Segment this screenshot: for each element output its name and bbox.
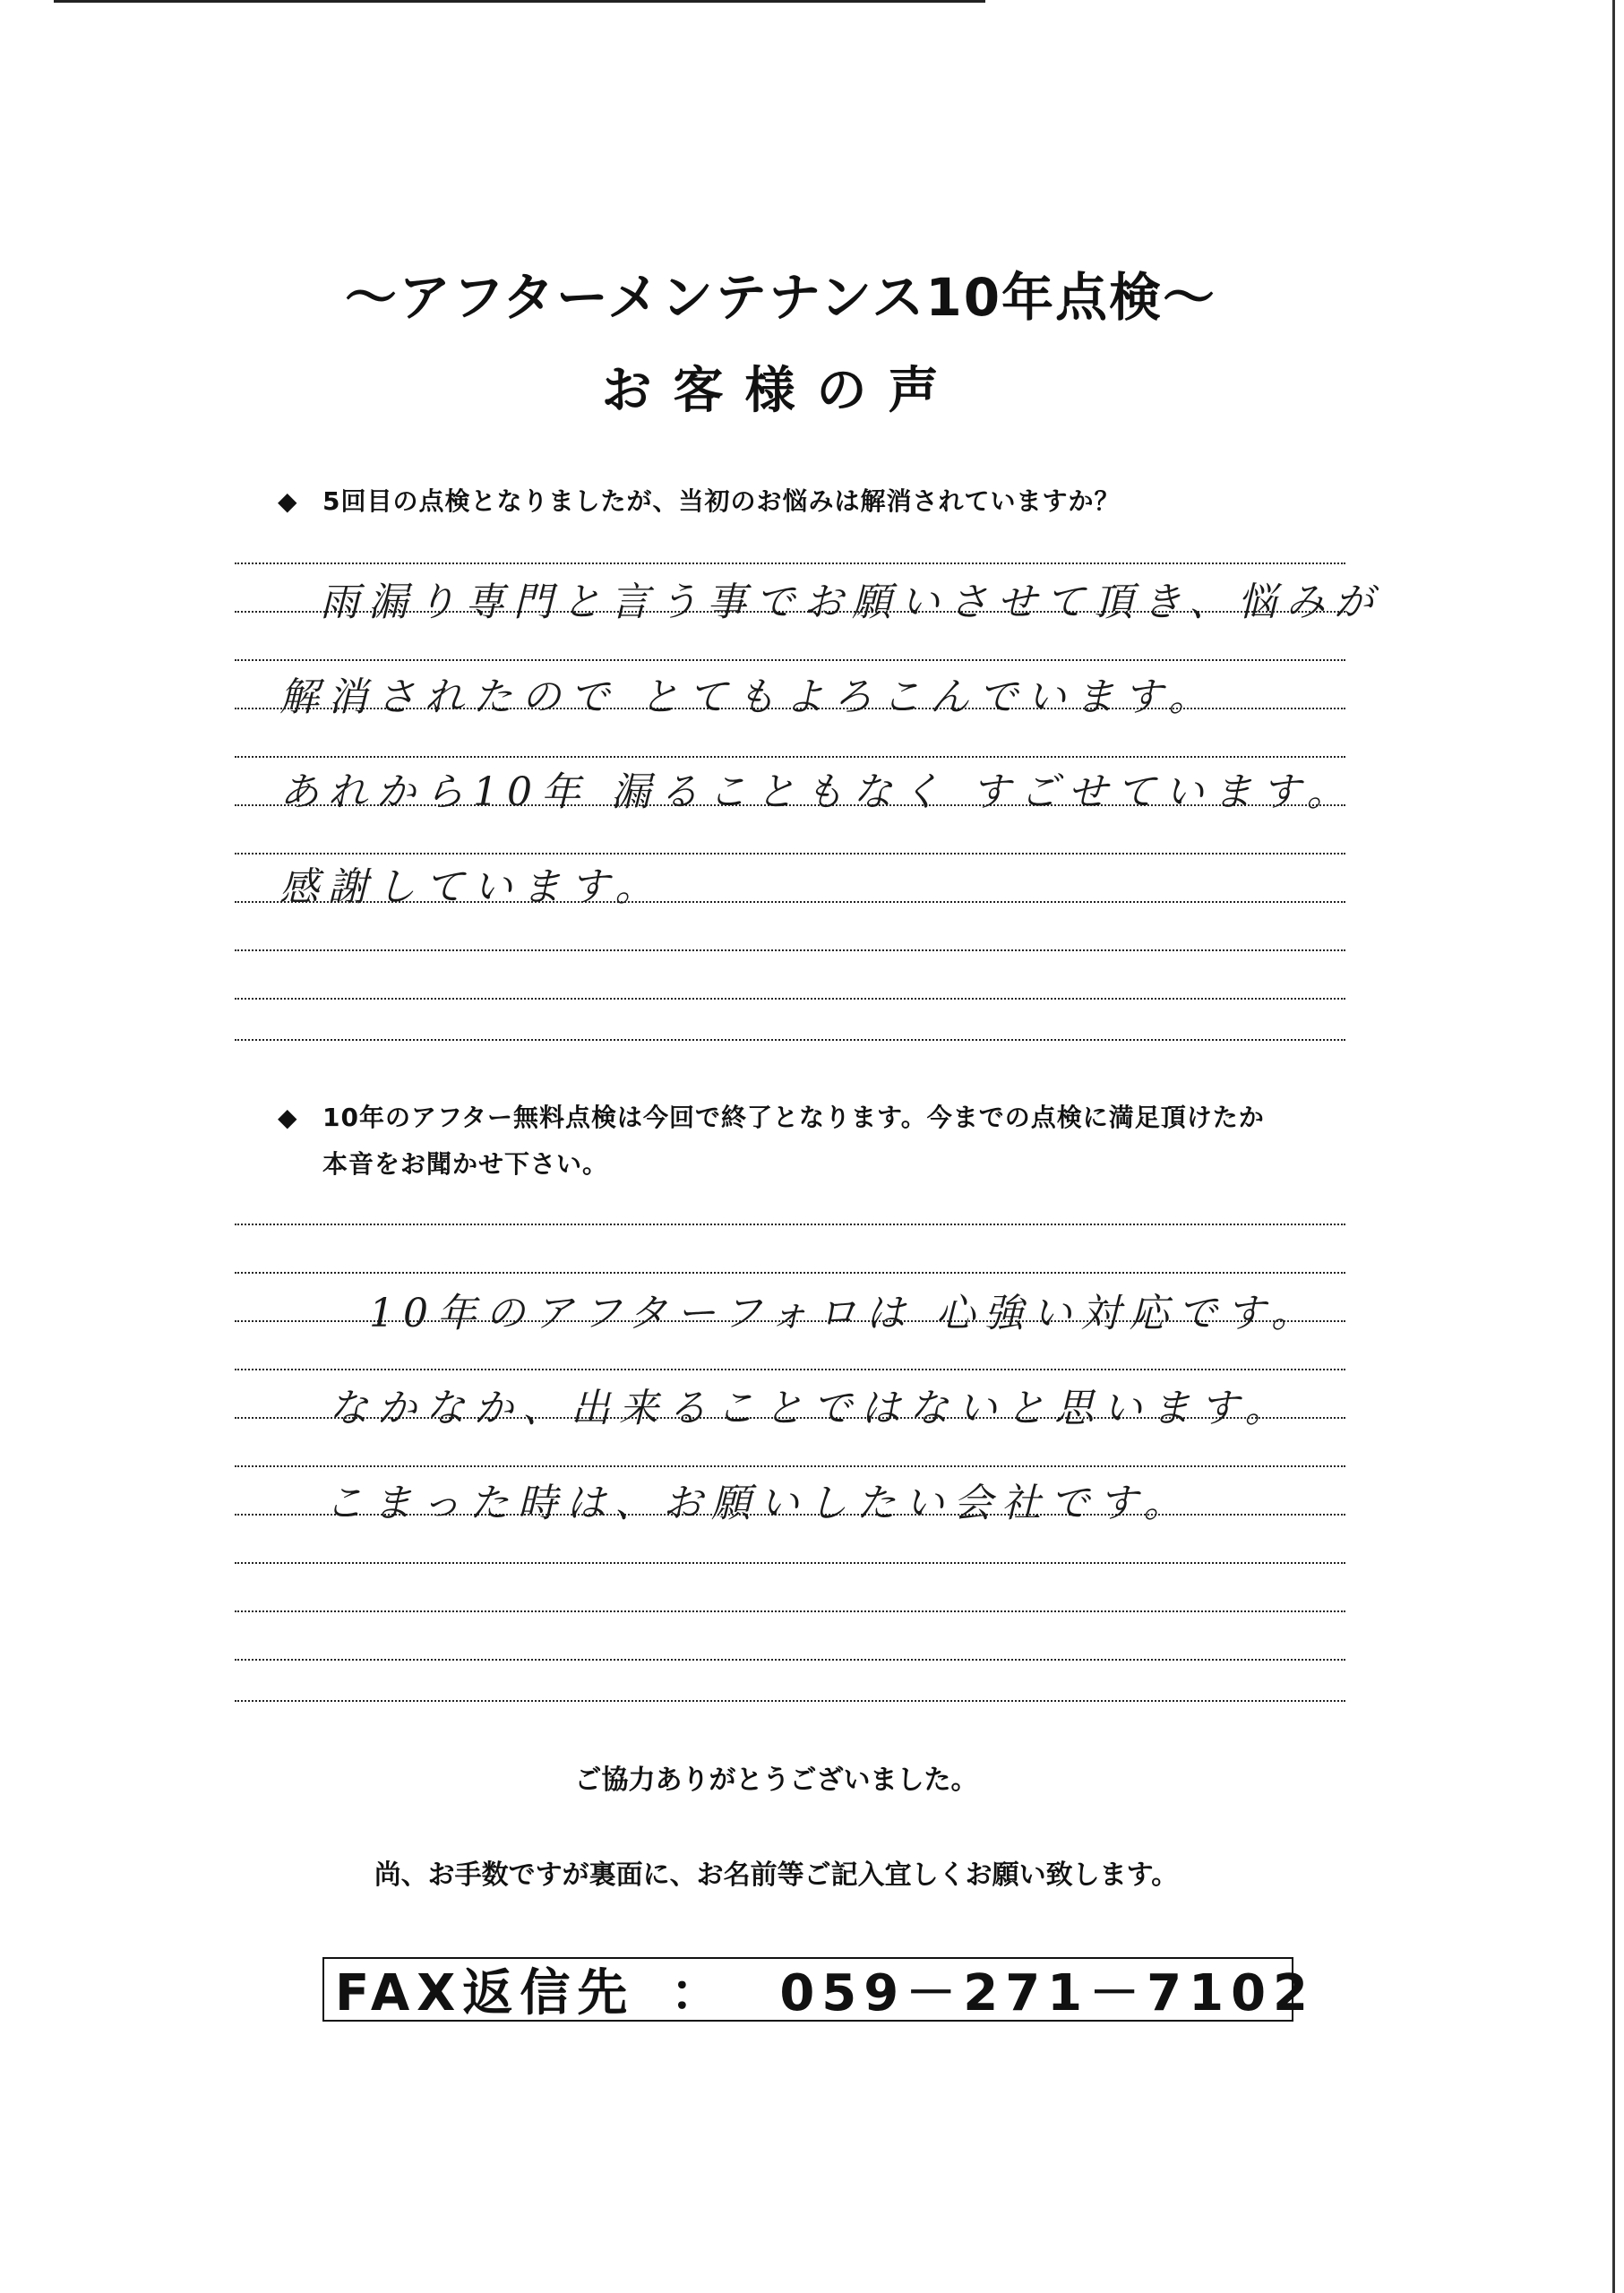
page-subtitle: お客様の声: [601, 362, 960, 420]
dotted-line: [235, 949, 1345, 951]
question-1: [278, 478, 1121, 525]
dotted-line: [235, 998, 1345, 1000]
handwritten-answer-line: こまった時は、お願いしたい会社です。: [324, 1481, 1192, 1526]
diamond-bullet-icon: ◆: [278, 486, 298, 516]
dotted-line: [235, 1272, 1345, 1274]
dotted-line: [235, 1610, 1345, 1612]
dotted-line: [235, 659, 1345, 661]
dotted-line: [235, 1700, 1345, 1702]
dotted-line: [235, 1224, 1345, 1225]
question-2-text: 10年のアフター無料点検は今回で終了となります。今までの点検に満足頂けたか: [322, 1103, 1265, 1132]
handwritten-answer-line: 雨漏り専門と言う事でお願いさせて頂き、悩みが: [320, 580, 1383, 625]
instruction-note: 尚、お手数ですが裏面に、お名前等ご記入宜しくお願い致します。: [374, 1859, 1179, 1891]
dotted-line: [235, 1039, 1345, 1041]
scan-edge-right: [1612, 0, 1615, 2293]
page-title: 〜アフターメンテナンス10年点検〜: [344, 267, 1217, 328]
handwritten-answer-line: 感謝しています。: [279, 864, 664, 910]
fax-colon: ：: [670, 1964, 728, 2022]
handwritten-answer-line: 解消されたので とてもよろこんでいます。: [279, 674, 1217, 720]
answer-2-area: [235, 1209, 1345, 1711]
handwritten-answer-line: 10年のアフターフォロは 心強い対応です。: [369, 1291, 1319, 1336]
dotted-line: [235, 1369, 1345, 1370]
dotted-line: [235, 1562, 1345, 1564]
answer-1-area: [235, 555, 1383, 1057]
handwritten-answer-line: あれから10年 漏ることもなく すごせています。: [279, 769, 1355, 815]
dotted-line: [235, 1465, 1345, 1467]
diamond-bullet-icon: ◆: [278, 1103, 298, 1132]
question-1-text: 5回目の点検となりましたが、当初のお悩みは解消されていますか？: [322, 486, 1121, 516]
fax-number: 059－271－7102: [779, 1964, 1315, 2022]
fax-return-box: [322, 1957, 1315, 2022]
scan-edge-top: [54, 0, 985, 3]
question-2-text-cont: 本音をお聞かせ下さい。: [322, 1149, 609, 1179]
handwritten-answer-line: なかなか、出来ることではないと思います。: [329, 1386, 1293, 1431]
dotted-line: [235, 563, 1345, 564]
thanks-message: ご協力ありがとうございました。: [574, 1765, 978, 1796]
dotted-line: [235, 756, 1345, 758]
fax-label: FAX返信先: [335, 1964, 635, 2022]
question-2: [278, 1095, 1265, 1188]
dotted-line: [235, 1659, 1345, 1661]
